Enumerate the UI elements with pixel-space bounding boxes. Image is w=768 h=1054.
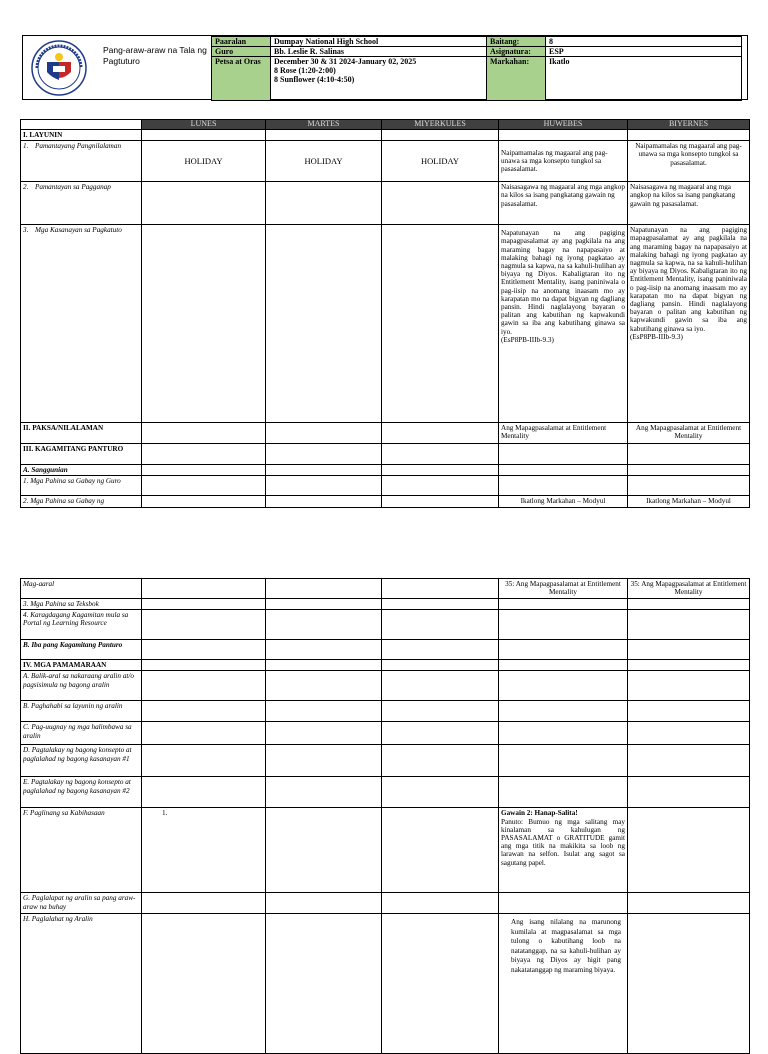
row-label-paglinang: F. Paglinang sa Kabihasaan [21, 808, 142, 893]
document-title: Pang-araw-araw na Tala ng Pagtuturo [103, 45, 207, 66]
table-row [21, 722, 750, 745]
row-label-iba-pa: B. Iba pang Kagamitang Panturo [21, 640, 142, 660]
lesson-header [22, 35, 748, 100]
holiday-martes: HOLIDAY [266, 141, 382, 182]
row-label-magaaral-cont: Mag-aaral [21, 579, 142, 599]
paglinang-lunes: 1. [142, 808, 266, 893]
row-label-balik-aral: A. Balik-aral sa nakaraang aralin at/o pagsisimula ng bagong aralin [21, 671, 142, 701]
table-row [21, 423, 750, 444]
table-row [21, 130, 750, 141]
table-row [21, 893, 750, 914]
table-row [21, 671, 750, 701]
paglalahat-huwebes: Ang isang nilalang na marunong kumilala at magpasalamat sa mga tulong o kabutihang loob na natatanggap, na sa kahuli-hulihan ay biyaya ng Diyos ay higit pang nakatatanggap ng maraming biyaya. [499, 914, 628, 1054]
petsa-date: December 30 & 31 2024-January 02, 2025 [274, 57, 417, 66]
table-row [21, 745, 750, 777]
row-label-pagtalakay1: D. Pagtalakay ng bagong konsepto at paglalahad ng bagong kasanayan #1 [21, 745, 142, 777]
asignatura-value: ESP [546, 47, 742, 57]
row-label-pagganap: 2. Pamantayan sa Pagganap [21, 182, 142, 225]
day-lunes: LUNES [142, 120, 266, 130]
table-row [21, 225, 750, 423]
row-label-gabay-guro: 1. Mga Pahina sa Gabay ng Guro [21, 476, 142, 496]
paglinang-huwebes [499, 808, 628, 893]
row-label-karagdagang: 4. Karagdagang Kagamitan mula sa Portal ng Learning Resource [21, 610, 142, 640]
section-pamamaraan: IV. MGA PAMAMARAAN [21, 660, 142, 671]
day-header-row [21, 120, 750, 130]
row-label-paglalapat: G. Paglalapat ng aralin sa pang araw-araw na buhay [21, 893, 142, 914]
table-row [21, 777, 750, 808]
table-row [21, 496, 750, 507]
guro-label: Guro [212, 47, 271, 57]
table-row [21, 599, 750, 610]
modyul-huwebes: Ikatlong Markahan – Modyul [499, 496, 628, 507]
petsa-value [271, 57, 487, 101]
table-row [21, 465, 750, 476]
pangnilalaman-huwebes: Naipamamalas ng magaaral ang pag-unawa sa mga konsepto tungkol sa pasasalamat. [499, 141, 628, 182]
row-label-paghahabi: B. Paghahabi sa layunin ng aralin [21, 701, 142, 722]
asignatura-label: Asignatura: [487, 47, 546, 57]
baitang-label: Baitang: [487, 37, 546, 47]
day-martes: MARTES [266, 120, 382, 130]
dll-table-page1 [20, 119, 750, 508]
section-kagamitan: III. KAGAMITANG PANTURO [21, 444, 142, 465]
baitang-value: 8 [546, 37, 742, 47]
header-info-table [211, 36, 742, 101]
table-row [21, 914, 750, 1054]
kasanayan-huwebes: Napatunayan na ang pagiging mapagpasalamat ay ang pagkilala na ang maraming bagay na napapasaiyo at malaking bahagi ng iyong pagkatao ay nagmula sa kapwa, na sa kahuli-hulihan ay biyaya ng Diyos. Kabaligtaran ito ng Entitlement Mentality, isang paniniwala o pag-iisip na anomang inaasam mo ay karapatan mo na dapat bigyan ng dagliang pansin. Hindi naglalayong bayaran o palitan ang kabutihan ng kapwakundi gawin sa iba ang kabutihang ginawa sa iyo. (EsP8PB-IIIb-9.3) [499, 225, 628, 423]
deped-seal-logo [31, 40, 87, 96]
section-layunin: I. LAYUNIN [21, 130, 142, 141]
gawain-title: Gawain 2: Hanap-Salita! [501, 809, 578, 818]
markahan-label: Markahan: [487, 57, 546, 101]
guro-value: Bb. Leslie R. Salinas [271, 47, 487, 57]
table-row [21, 640, 750, 660]
row-label-paglalahat: H. Paglalahat ng Aralin [21, 914, 142, 1054]
section-paksa: II. PAKSA/NILALAMAN [21, 423, 142, 444]
paaralan-value: Dumpay National High School [271, 37, 487, 47]
row-label-gabay-magaaral: 2. Mga Pahina sa Gabay ng [21, 496, 142, 507]
table-row [21, 182, 750, 225]
table-row [21, 579, 750, 599]
table-row [21, 444, 750, 465]
holiday-lunes: HOLIDAY [142, 141, 266, 182]
oras-rose: 8 Rose (1:20-2:00) [274, 66, 336, 75]
holiday-miyerkules: HOLIDAY [382, 141, 499, 182]
row-label-pangnilalaman: 1. Pamantayang Pangnilalaman [21, 141, 142, 182]
row-label-pag-uugnay: C. Pag-uugnay ng mga halimbawa sa aralin [21, 722, 142, 745]
gawain-body: Panuto: Bumuo ng mga salitang may kinalaman sa kahulugan ng PASASALAMAT o GRATITUDE gamit ang mga titik na makikita sa loob ng larawan na selfon. Isulat ang sagot sa sagutang papel. [501, 817, 625, 867]
row-label-pagtalakay2: E. Pagtalakay ng bagong konsepto at paglalahad ng bagong kasanayan #2 [21, 777, 142, 808]
row-label-teksbok: 3. Mga Pahina sa Teksbok [21, 599, 142, 610]
table-row [21, 141, 750, 182]
markahan-value: Ikatlo [546, 57, 742, 101]
table-row [21, 610, 750, 640]
modyul-biyernes: Ikatlong Markahan – Modyul [628, 496, 750, 507]
modyul35-biyernes: 35: Ang Mapagpasalamat at Entitlement Mentality [628, 579, 750, 599]
table-row [21, 808, 750, 893]
table-row [21, 476, 750, 496]
pangnilalaman-biyernes: Naipamamalas ng magaaral ang pag-unawa sa mga konsepto tungkol sa pasasalamat. [628, 141, 750, 182]
paksa-biyernes: Ang Mapagpasalamat at Entitlement Mentality [628, 423, 750, 444]
table-row [21, 660, 750, 671]
day-huwebes: HUWEBES [499, 120, 628, 130]
row-label-kasanayan: 3. Mga Kasanayan sa Pagkatuto [21, 225, 142, 423]
day-miyerkules: MIYERKULES [382, 120, 499, 130]
pagganap-biyernes: Naisasagawa ng magaaral ang mga angkop na kilos sa isang pangkatang gawain ng pasasalamat. [628, 182, 750, 225]
paksa-huwebes: Ang Mapagpasalamat at Entitlement Mentality [499, 423, 628, 444]
petsa-label: Petsa at Oras [212, 57, 271, 101]
row-label-sanggunian: A. Sanggunian [21, 465, 142, 476]
dll-table-page2 [20, 578, 750, 1054]
kasanayan-biyernes: Napatunayan na ang pagiging mapagpasalamat ay ang pagkilala na ang maraming bagay na napapasaiyo at malaking bahagi ng iyong pagkatao ay nagmula sa kapwa, na sa kahuli-hulihan ay biyaya ng Diyos. Kabaligtaran ito ng Entitlement Mentality, isang paniniwala o pag-iisip na anomang inaasam mo ay karapatan mo na dapat bigyan ng dagliang pansin. Hindi naglalayong bayaran o palitan ang kabutihan ng kapwakundi gawin sa iba ang kabutihang ginawa sa iyo. (EsP8PB-IIIb-9.3) [628, 225, 750, 423]
day-biyernes: BIYERNES [628, 120, 750, 130]
modyul35-huwebes: 35: Ang Mapagpasalamat at Entitlement Mentality [499, 579, 628, 599]
table-row [21, 701, 750, 722]
oras-sunflower: 8 Sunflower (4:10-4:50) [274, 75, 355, 84]
pagganap-huwebes: Naisasagawa ng magaaral ang mga angkop na kilos sa isang pangkatang gawain ng pasasalamat. [499, 182, 628, 225]
paaralan-label: Paaralan [212, 37, 271, 47]
